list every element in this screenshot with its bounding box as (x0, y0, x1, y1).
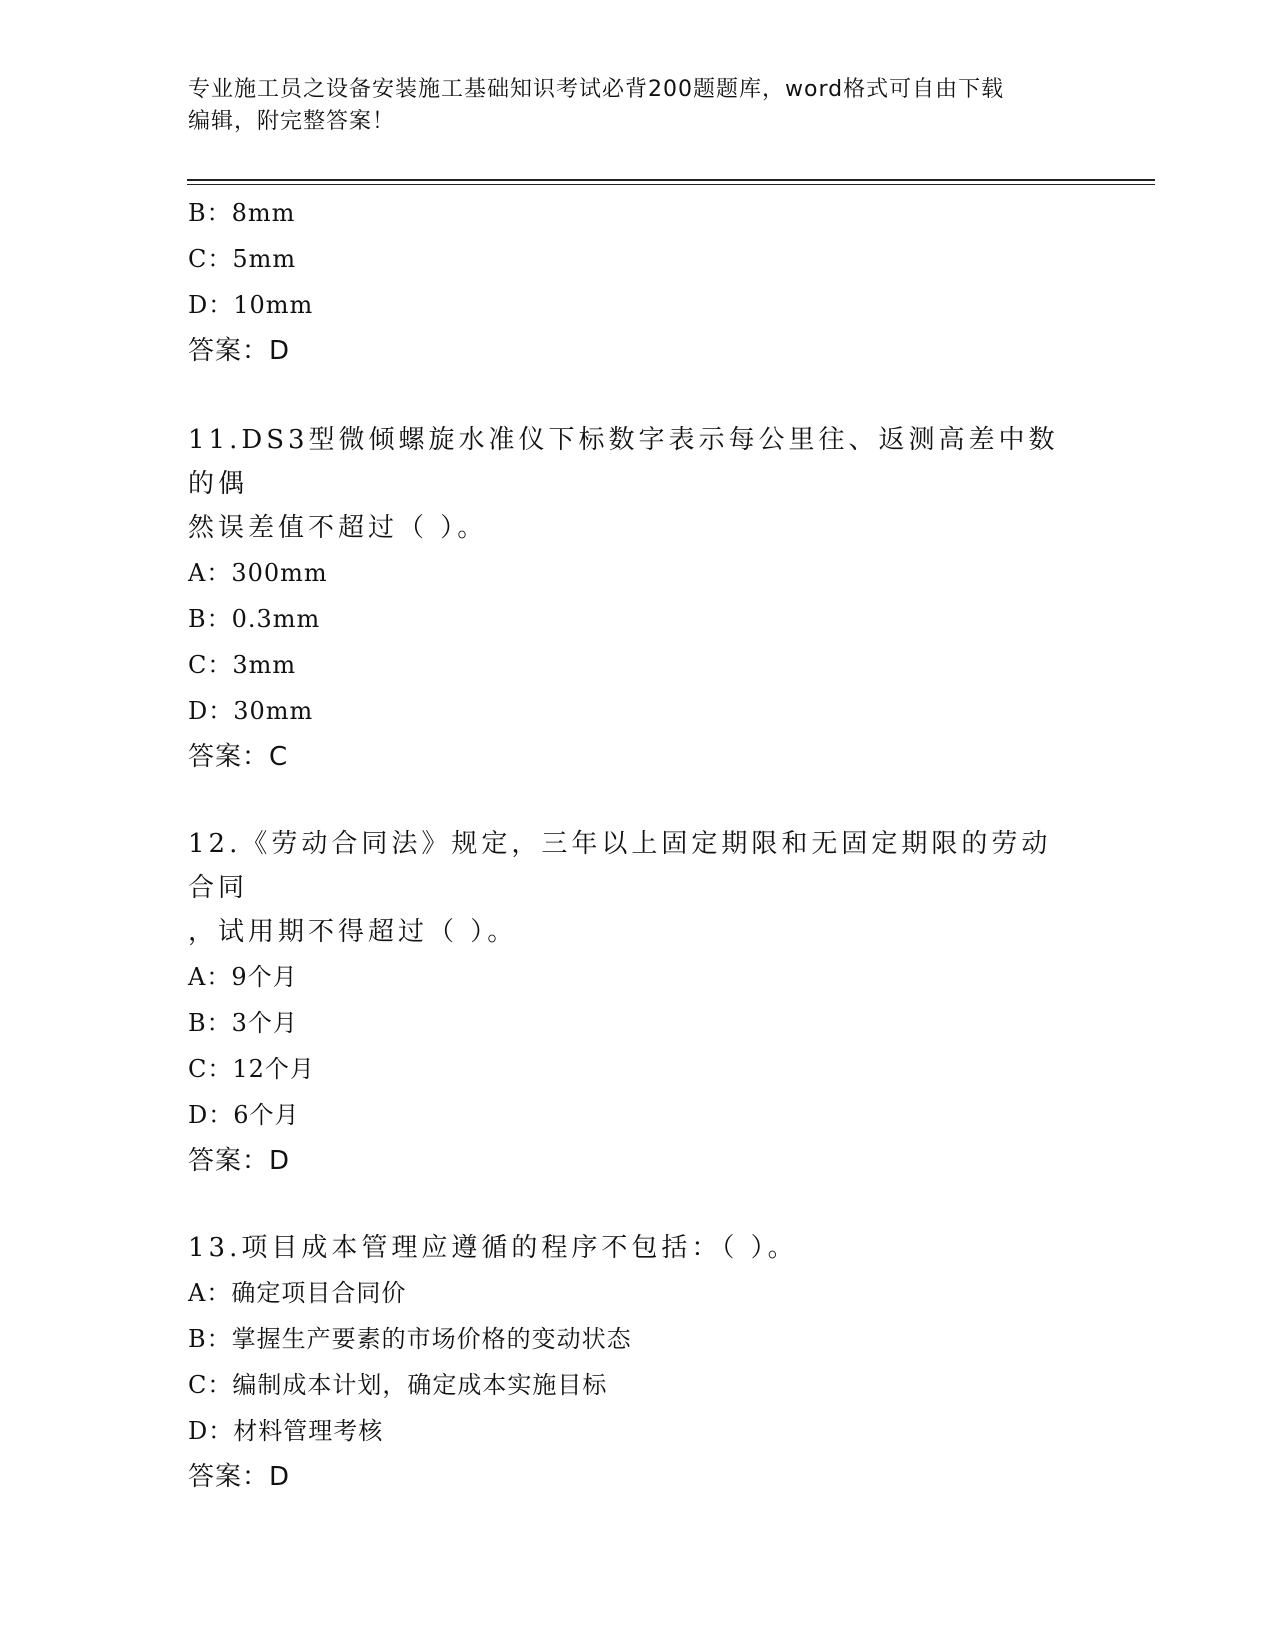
question-text-line-1: 12.《劳动合同法》规定，三年以上固定期限和无固定期限的劳动合同 (188, 829, 1052, 903)
header-line-2: 编辑，附完整答案！ (188, 109, 396, 134)
answer-line: 答案：D (188, 1462, 291, 1492)
question-text (188, 1226, 1078, 1270)
option-c: C：12个月 (188, 1055, 315, 1083)
option-b: B：8mm (188, 199, 296, 227)
option-a: A：300mm (188, 559, 328, 587)
option-b: B：0.3mm (188, 605, 321, 633)
question-text (188, 418, 1078, 550)
option-d: D：材料管理考核 (188, 1417, 384, 1445)
question-text-line-2: ，试用期不得超过（ ）。 (188, 917, 518, 947)
header-line-1: 专业施工员之设备安装施工基础知识考试必背200题题库，word格式可自由下载 (188, 77, 1005, 102)
option-d: D：30mm (188, 697, 314, 725)
question-text (188, 822, 1078, 954)
header-divider-thin (187, 184, 1155, 185)
option-c: C：3mm (188, 651, 297, 679)
header-divider-thick (187, 179, 1155, 181)
answer-line: 答案：C (188, 742, 289, 772)
question-13 (188, 1226, 1088, 1500)
document-header (188, 74, 1078, 138)
option-c: C：编制成本计划，确定成本实施目标 (188, 1371, 608, 1399)
document-body (188, 190, 1088, 1500)
option-b: B：3个月 (188, 1009, 298, 1037)
option-c: C：5mm (188, 245, 297, 273)
question-text-line-2: 然误差值不超过（ ）。 (188, 513, 488, 543)
question-12 (188, 822, 1088, 1184)
option-d: D：10mm (188, 291, 314, 319)
question-text-line-1: 11.DS3型微倾螺旋水准仪下标数字表示每公里往、返测高差中数的偶 (188, 425, 1059, 499)
option-a: A：9个月 (188, 963, 298, 991)
answer-line: 答案：D (188, 1146, 291, 1176)
answer-line: 答案：D (188, 336, 291, 366)
option-b: B：掌握生产要素的市场价格的变动状态 (188, 1325, 632, 1353)
question-10-continuation (188, 190, 1088, 374)
question-11 (188, 418, 1088, 780)
question-text-line-1: 13.项目成本管理应遵循的程序不包括：（ ）。 (188, 1233, 798, 1263)
option-a: A：确定项目合同价 (188, 1279, 407, 1307)
option-d: D：6个月 (188, 1101, 300, 1129)
